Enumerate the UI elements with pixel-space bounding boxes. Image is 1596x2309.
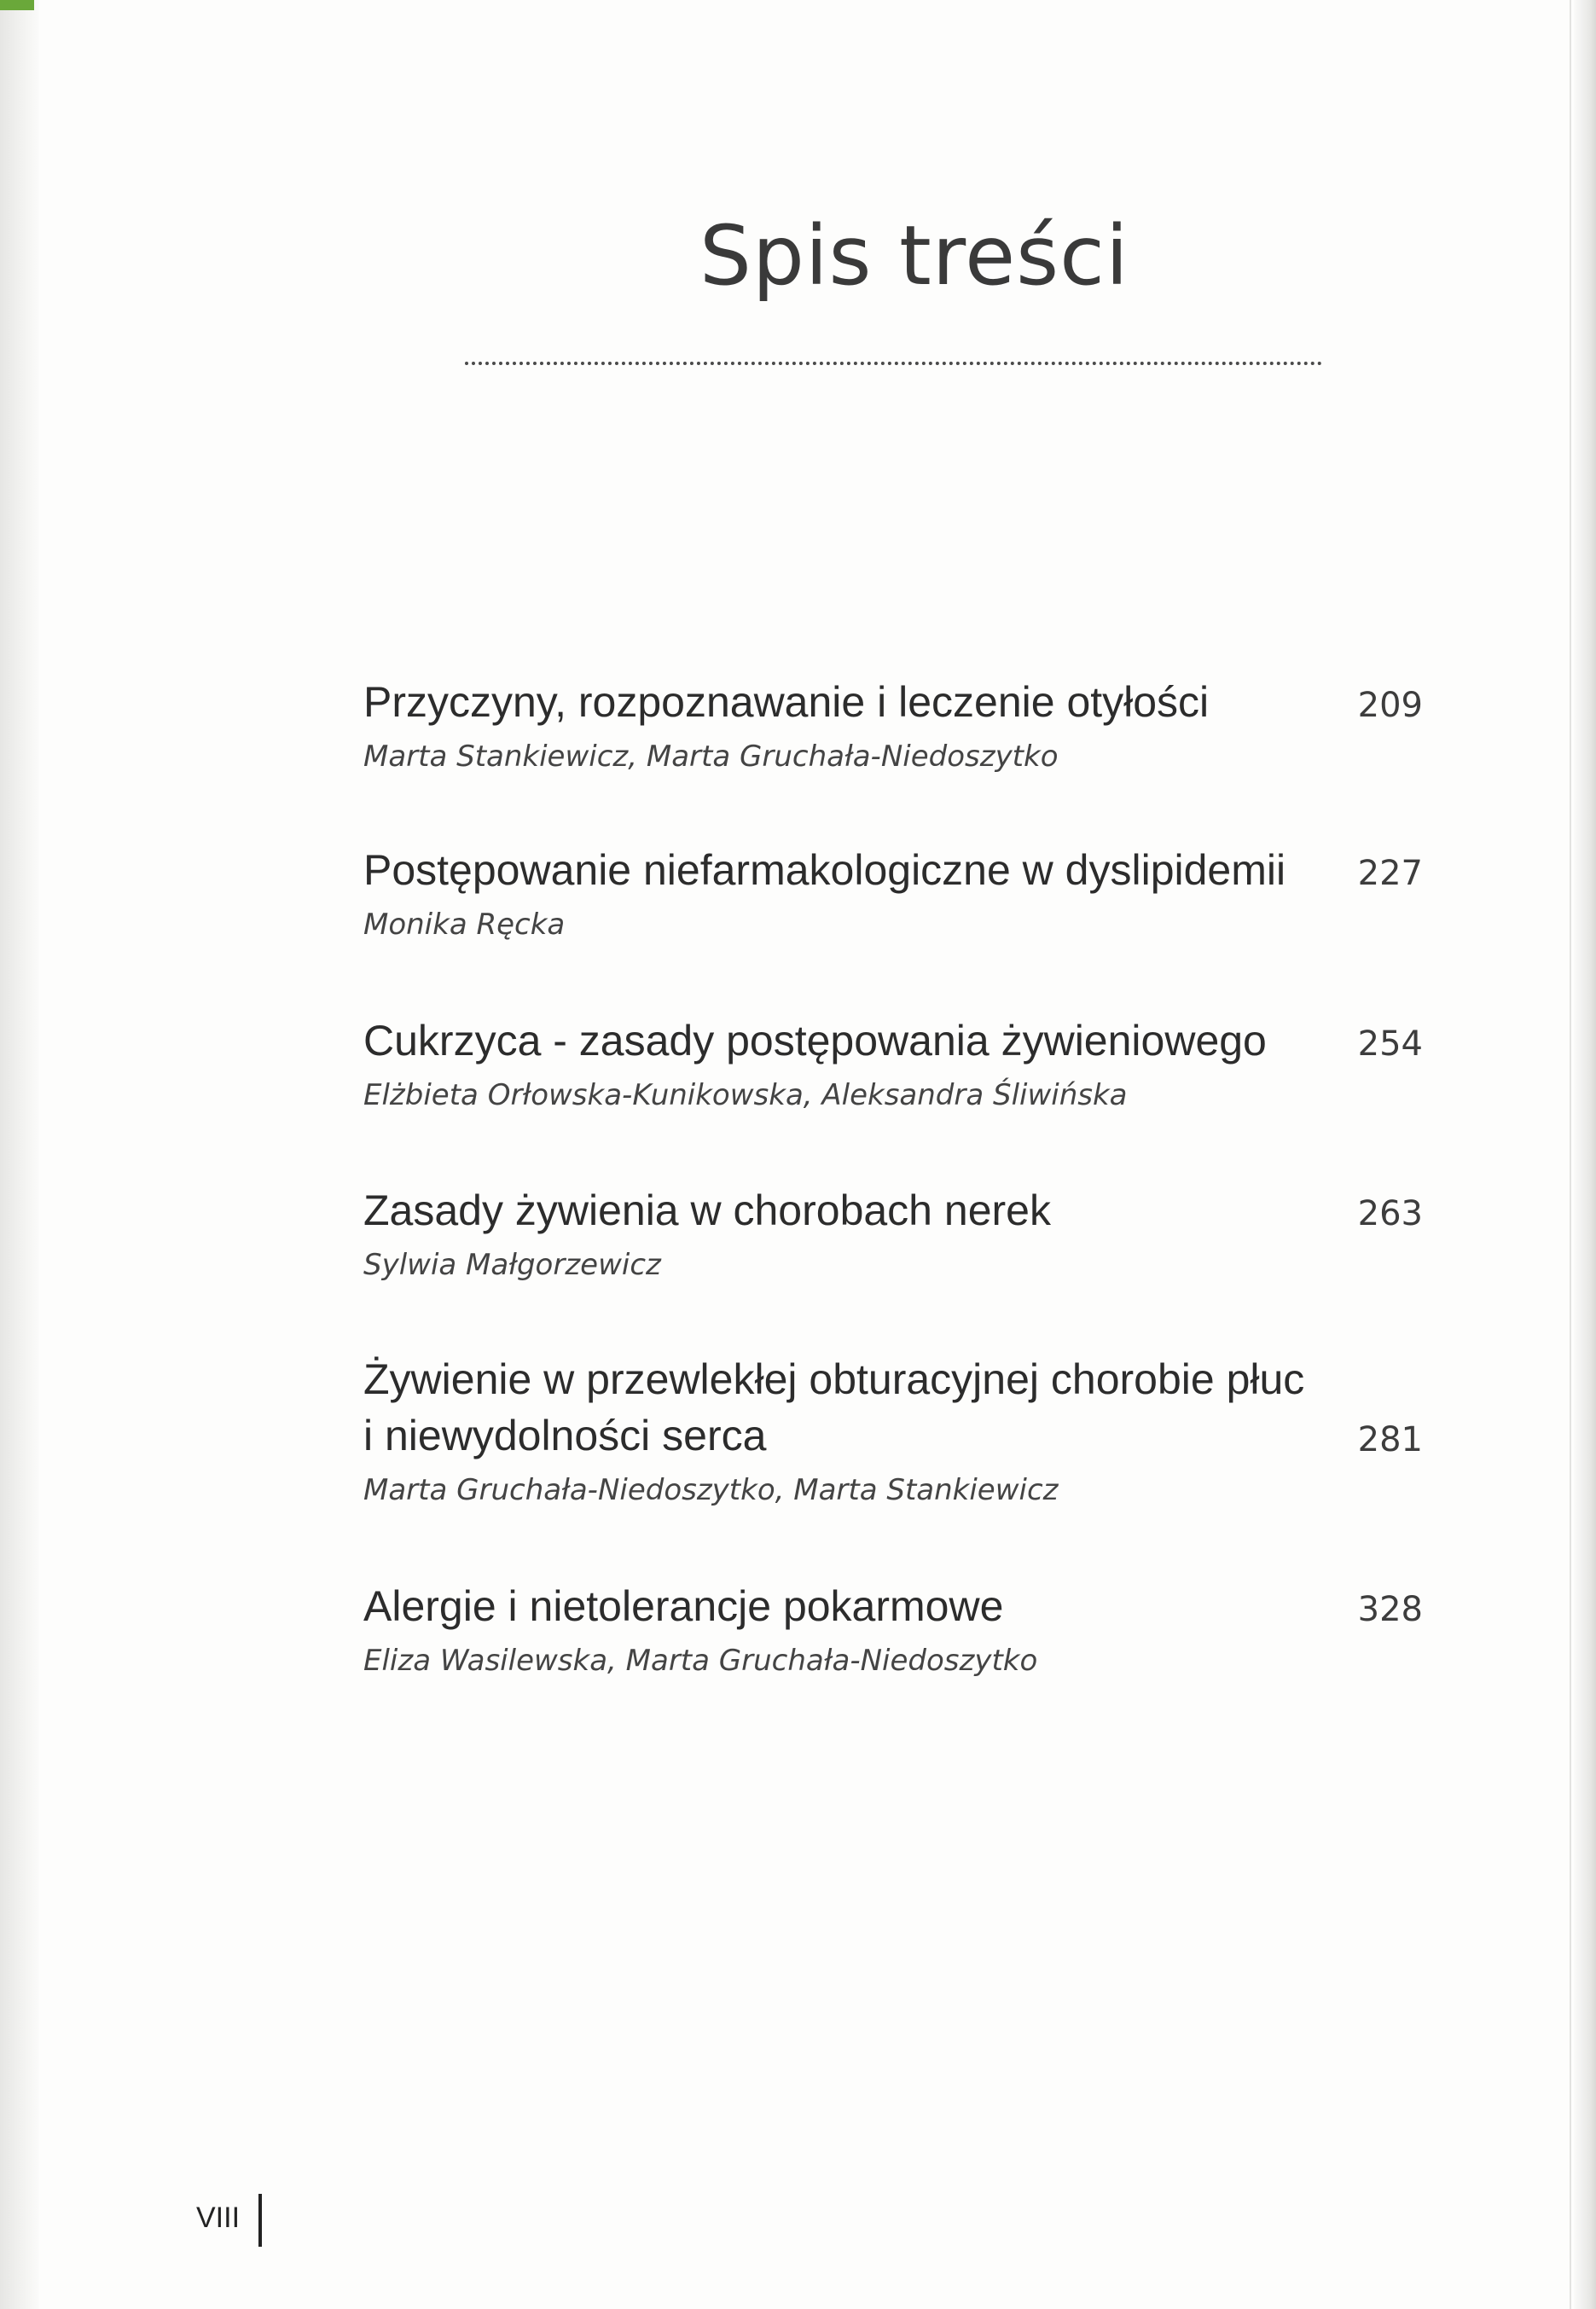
toc-entry[interactable]	[363, 1351, 1421, 1510]
title-dotted-rule	[465, 362, 1322, 365]
footer-page-number: VIII	[196, 2202, 241, 2234]
toc-entry-authors: Marta Stankiewicz, Marta Gruchała-Niedoszytko	[363, 740, 1059, 774]
binding-gutter	[0, 0, 39, 2309]
toc-entry-page-number: 209	[1357, 686, 1423, 725]
toc-entry-authors: Elżbieta Orłowska-Kunikowska, Aleksandra Śliwińska	[363, 1078, 1128, 1112]
toc-entry-title: Przyczyny, rozpoznawanie i leczenie otyłości	[363, 678, 1210, 726]
page-edge-shadow	[1574, 0, 1596, 2309]
toc-entry-page-number: 328	[1357, 1590, 1423, 1629]
page-title: Spis treści	[699, 208, 1129, 304]
toc-entry[interactable]	[363, 842, 1421, 944]
toc-entry[interactable]	[363, 1012, 1421, 1115]
toc-entry-authors: Eliza Wasilewska, Marta Gruchała-Niedoszytko	[363, 1644, 1038, 1678]
green-edge-tab	[0, 0, 34, 10]
toc-entry-title: Cukrzyca - zasady postępowania żywieniowego	[363, 1017, 1267, 1065]
toc-entry-title: Postępowanie niefarmakologiczne w dyslipidemii	[363, 846, 1286, 894]
toc-entry[interactable]	[363, 1578, 1421, 1680]
toc-entry-page-number: 281	[1357, 1420, 1423, 1459]
toc-entry-authors: Sylwia Małgorzewicz	[363, 1248, 661, 1282]
footer-vertical-bar	[258, 2194, 262, 2247]
toc-entry-authors: Marta Gruchała-Niedoszytko, Marta Stankiewicz	[363, 1473, 1059, 1507]
toc-entry-page-number: 263	[1357, 1194, 1423, 1233]
toc-entry-page-number: 227	[1357, 854, 1423, 893]
toc-entry-title-line2: i niewydolności serca	[363, 1412, 767, 1459]
toc-entry[interactable]	[363, 674, 1421, 776]
toc-entry-page-number: 254	[1357, 1024, 1423, 1064]
toc-entry-title: Alergie i nietolerancje pokarmowe	[363, 1582, 1004, 1630]
toc-entry-authors: Monika Ręcka	[363, 908, 566, 942]
toc-entry[interactable]	[363, 1182, 1421, 1285]
toc-entry-title: Zasady żywienia w chorobach nerek	[363, 1186, 1051, 1234]
toc-entry-title-line1: Żywienie w przewlekłej obturacyjnej chorobie płuc	[363, 1355, 1305, 1403]
page-edge-line	[1570, 0, 1571, 2309]
